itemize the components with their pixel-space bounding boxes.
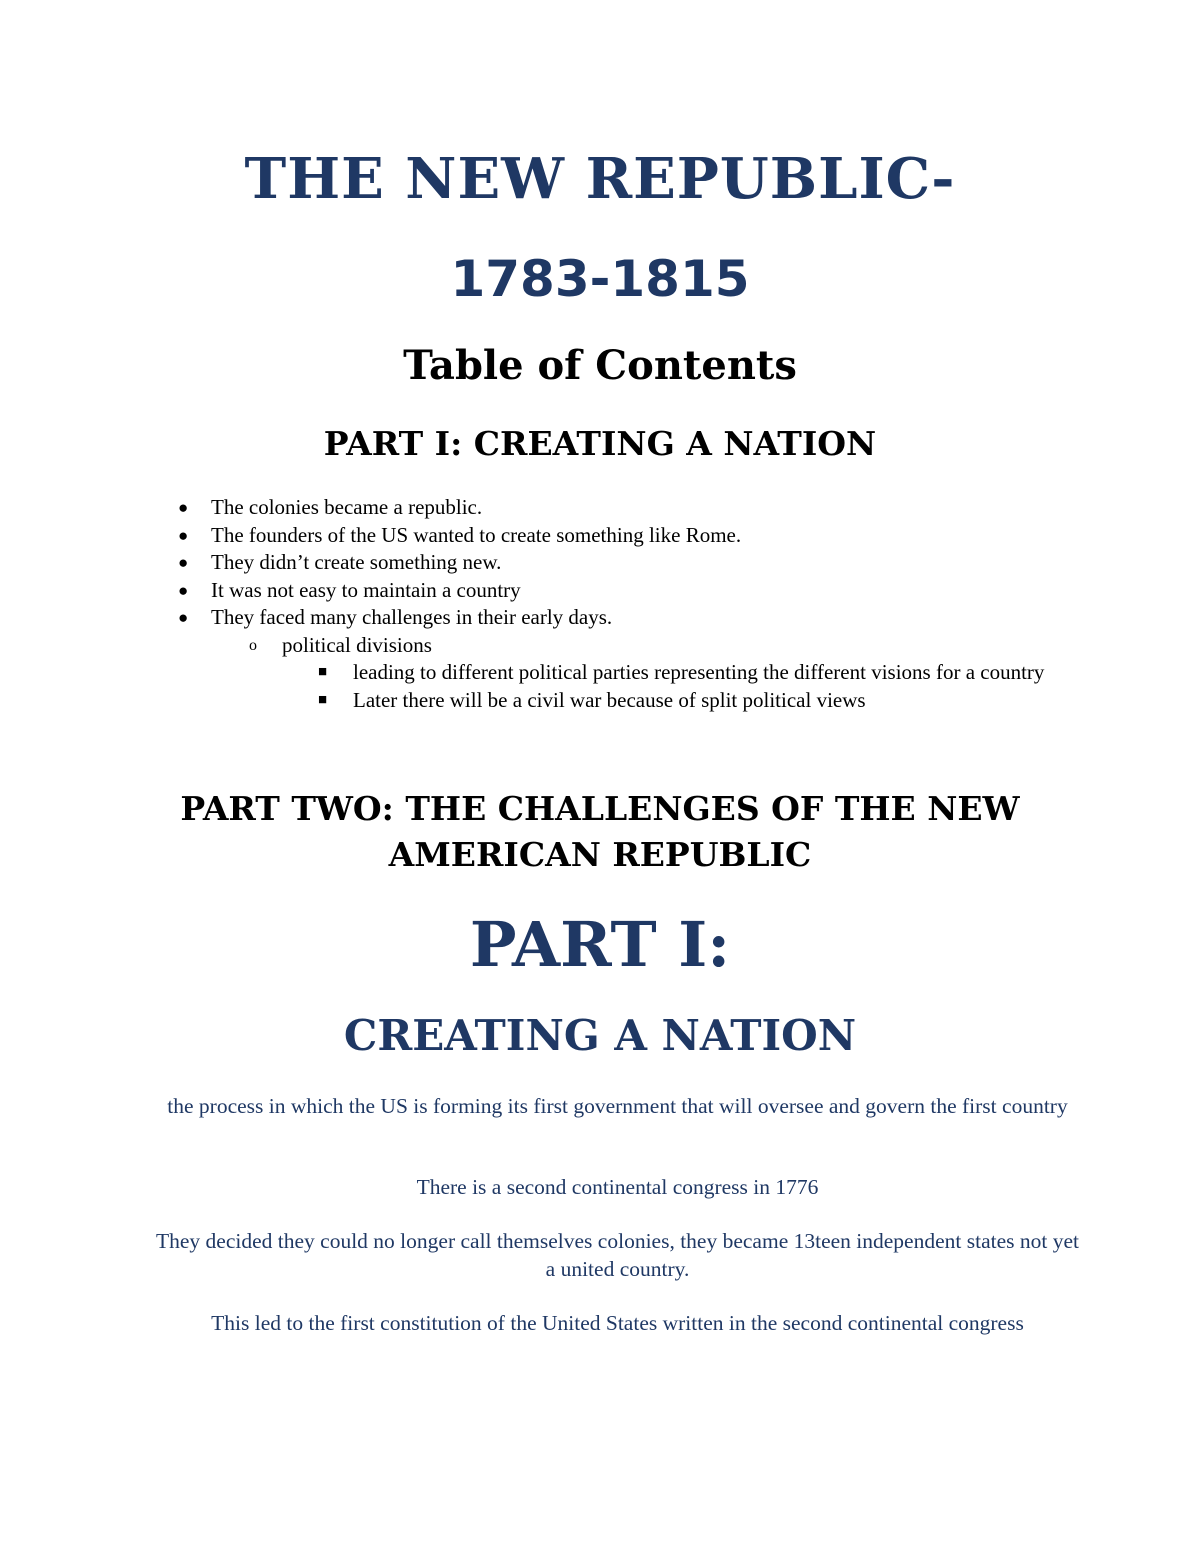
- sub-list-item: [0, 632, 1200, 660]
- square-bullet-icon: ■: [318, 691, 328, 708]
- section-part-heading: PART I:: [469, 908, 731, 981]
- table-of-contents-heading: Table of Contents: [403, 342, 797, 389]
- list-item: [0, 522, 1200, 550]
- bullet-icon: ●: [178, 525, 189, 545]
- list-item: [0, 604, 1200, 632]
- square-bullet-icon: ■: [318, 664, 328, 680]
- sub-list-item-text: political divisions: [282, 632, 432, 657]
- body-paragraph: They decided they could no longer call themselves colonies, they became 13teen independent states not yet a united country.: [156, 1229, 1079, 1281]
- bullet-icon: ●: [178, 498, 189, 517]
- document-title: THE NEW REPUBLIC-: [244, 146, 956, 212]
- toc-part-two-heading: PART TWO: THE CHALLENGES OF THE NEW AMERICAN REPUBLIC: [180, 789, 1020, 874]
- document-years: 1783-1815: [450, 250, 750, 308]
- bullet-icon: ●: [178, 608, 189, 627]
- body-paragraph: This led to the first constitution of the United States written in the second continental congress: [211, 1311, 1024, 1335]
- toc-part-one-heading: PART I: CREATING A NATION: [323, 424, 877, 463]
- toc-outline-list: [0, 494, 1200, 714]
- list-item: [0, 549, 1200, 577]
- list-item: [0, 577, 1200, 605]
- body-paragraph: the process in which the US is forming its first government that will oversee and govern the first country: [167, 1094, 1068, 1118]
- sub-sub-list-item: [0, 659, 1053, 687]
- list-item-text: They didn’t create something new.: [211, 550, 502, 574]
- bullet-icon: ●: [178, 580, 189, 600]
- body-paragraph: There is a second continental congress in 1776: [416, 1175, 819, 1199]
- hollow-circle-icon: o: [249, 636, 257, 654]
- list-item: [0, 494, 1200, 522]
- bullet-icon: ●: [178, 553, 189, 572]
- section-title-heading: CREATING A NATION: [343, 1011, 857, 1060]
- list-item-text: It was not easy to maintain a country: [211, 577, 521, 602]
- sub-sub-list-item: [0, 687, 1053, 715]
- list-item-text: The colonies became a republic.: [211, 495, 483, 519]
- list-item-text: The founders of the US wanted to create something like Rome.: [211, 522, 742, 547]
- sub-sub-list-item-text: leading to different political parties representing the different visions for a country: [353, 660, 1045, 684]
- list-item-text: They faced many challenges in their early days.: [211, 605, 613, 629]
- sub-sub-list-item-text: Later there will be a civil war because of split political views: [353, 687, 866, 712]
